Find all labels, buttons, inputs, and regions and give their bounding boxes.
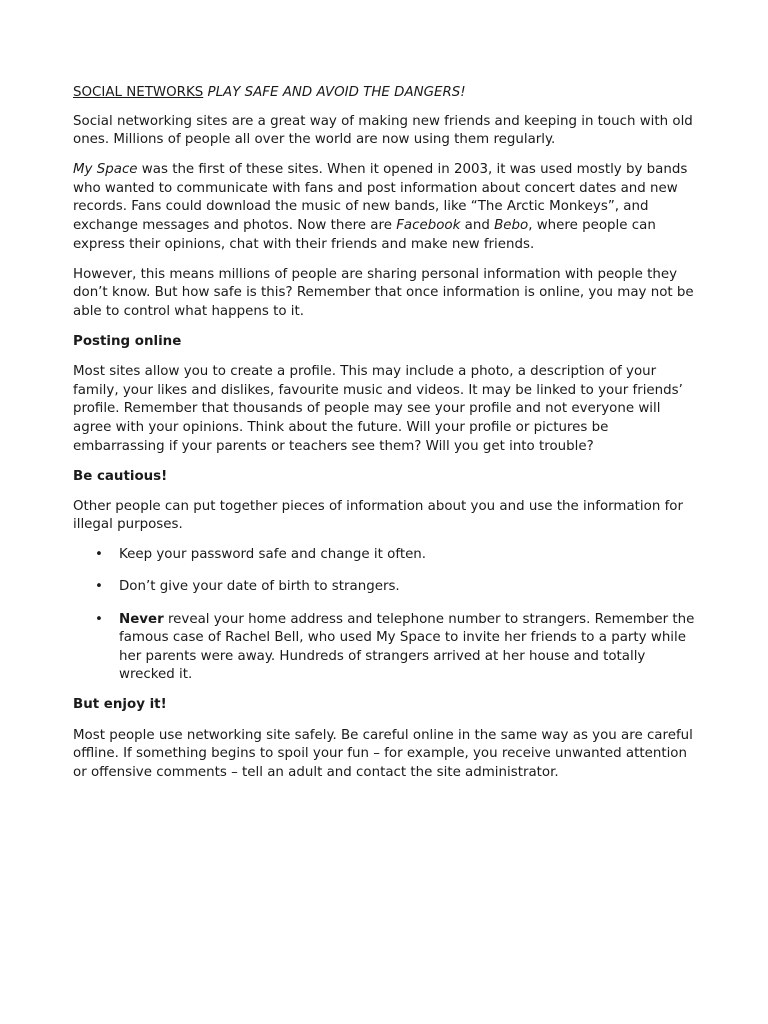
bebo-name: Bebo <box>494 218 529 234</box>
myspace-text-2: , where people can express their opinions, chat with their friends and make new friends. <box>73 218 656 252</box>
document-page <box>73 84 699 794</box>
myspace-text-1: was the first of these sites. When it opened in 2003, it was used mostly by bands who wanted to communicate with fans and post information about concert dates and new records. Fans could download the music of new bands, like “The Arctic Monkeys”, and exchange messages and photos. Now there are <box>73 162 688 234</box>
title-subtitle: PLAY SAFE AND AVOID THE DANGERS! <box>207 85 466 100</box>
enjoy-heading: But enjoy it! <box>73 697 167 713</box>
list-item <box>73 611 699 685</box>
cautious-heading: Be cautious! <box>73 468 168 484</box>
title-main: SOCIAL NETWORKS <box>73 85 204 100</box>
list-item-emphasis: Never <box>119 611 164 627</box>
intro-paragraph: Social networking sites are a great way of making new friends and keeping in touch with old ones. Millions of people all over the world are now using them regularly. <box>73 113 693 148</box>
enjoy-paragraph: Most people use networking site safely. Be careful online in the same way as you are careful offline. If something begins to spoil your fun – for example, you receive unwanted attention or offensive comments – tell an adult and contact the site administrator. <box>73 727 693 780</box>
list-item-text: Don’t give your date of birth to strangers. <box>119 579 400 595</box>
list-item <box>73 546 699 565</box>
facebook-name: Facebook <box>396 218 461 234</box>
cautious-paragraph: Other people can put together pieces of information about you and use the information for illegal purposes. <box>73 498 683 533</box>
myspace-name: My Space <box>73 162 138 178</box>
bullet-icon: • <box>95 547 103 563</box>
list-item <box>73 578 699 597</box>
safety-tips-list <box>73 546 699 685</box>
list-item-text: reveal your home address and telephone number to strangers. Remember the famous case of Rachel Bell, who used My Space to invite her friends to a party while her parents were away. Hundreds of strangers arrived at her house and totally wrecked it. <box>119 611 695 683</box>
however-paragraph: However, this means millions of people are sharing personal information with people they don’t know. But how safe is this? Remember that once information is online, you may not be able to control what happens to it. <box>73 266 694 319</box>
list-item-text: Keep your password safe and change it often. <box>119 547 427 563</box>
posting-paragraph: Most sites allow you to create a profile. This may include a photo, a description of your family, your likes and dislikes, favourite music and videos. It may be linked to your friends’ profile. Remember that thousands of people may see your profile and not everyone will agree with your opinions. Think about the future. Will your profile or pictures be embarrassing if your parents or teachers see them? Will you get into trouble? <box>73 364 683 454</box>
myspace-and: and <box>460 218 495 234</box>
bullet-icon: • <box>95 579 103 595</box>
myspace-paragraph <box>73 161 699 254</box>
bullet-icon: • <box>95 611 103 627</box>
document-title <box>73 84 699 103</box>
posting-heading: Posting online <box>73 334 182 350</box>
